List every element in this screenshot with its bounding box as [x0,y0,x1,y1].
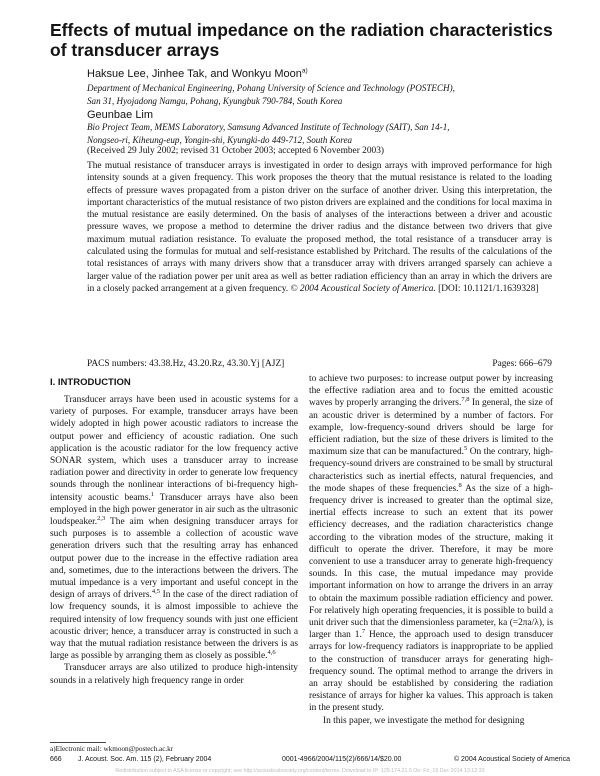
affiliation-2-line-2: Nongseo-ri, Kiheung-eup, Yongin-shi, Kyungki-do 449-712, South Korea [87,134,353,145]
affiliation-1 [87,82,552,107]
col1-p1-a: Transducer arrays have been used in acoustic systems for a variety of purposes. For example, transducer arrays have been widely adopted in high power acoustic radiators to increase the output power and efficiency of acoustic radiation. One such application is the acoustic radiator for the low frequency active SONAR system, which uses a transducer array to increase radiation power and directivity in order to generate low frequency sounds through the nonlinear interactions of bi-frequency high-intensity acoustic beams. [50,395,298,503]
column-right [309,373,553,727]
col1-p1-d: In the case of the direct radiation of low frequency sounds, it is almost impossible to achieve the required intensity of low frequency sounds with just one efficient acoustic driver; hence, a transducer array is constructed in such a way that the mutual radiation resistance between the drivers is as large as possible by arranging them as closely as possible. [50,590,298,662]
col2-p1-b: In general, the size of an acoustic driver is determined by a number of factors. For example, low-frequency-sound drivers should be large for efficient radiation, but the size of these drivers is limited to the maximum size that can be manufactured. [309,398,553,458]
paper-title: Effects of mutual impedance on the radiation characteristics of transducer arrays [50,20,553,60]
ref-mark: 8 [458,481,462,489]
ref-mark: 5 [464,445,468,453]
pacs-line [87,358,552,370]
page-range: Pages: 666–679 [492,359,552,369]
affiliation-1-line-2: San 31, Hyojadong Namgu, Pohang, Kyungbuk 790-784, South Korea [87,95,343,106]
section-heading-introduction: I. INTRODUCTION [50,377,131,388]
affiliation-2-line-1: Bio Project Team, MEMS Laboratory, Samsung Advanced Institute of Technology (SAIT), San 14-1, [87,122,450,132]
received-dates: (Received 29 July 2002; revised 31 October 2003; accepted 6 November 2003) [87,146,385,156]
column-left [50,394,298,687]
col2-p1-d: As the size of a high-frequency driver is increased to greater than the optimal size, inertial effects increase to such an extent that its power efficiency decreases, and the radiation characteristics change according to the vibration modes of the structure, making it difficult to operate the driver. Therefore, it may be more convenient to use a transducer array to generate high-frequency sounds. In this case, the mutual impedance may provide important information on how to arrange the drivers in an array to obtain the maximum possible radiation efficiency and power. For relatively high operating frequencies, it is possible to build a unit driver such that the dimensionless parameter, ka (=2πa/λ), is larger than 1. [309,483,553,641]
col1-paragraph-1 [50,394,298,662]
col1-p1-c: The aim when designing transducer arrays for such purposes is to assemble a collection of acoustic wave generation drivers such that the resulting array has enhanced output power due to the increase in the effective radiation area and, sometimes, due to the interactions between the drivers. The mutual impedance is a very important and useful concept in the design of arrays of drivers. [50,517,298,601]
authors-group-1 [87,68,308,81]
col2-p1-a: to achieve two purposes: to increase output power by increasing the effective radiation area and to focus the emitted acoustic waves by properly arranging the drivers. [309,374,553,409]
affiliation-2 [87,121,552,146]
authors-2: Geunbae Lim [87,109,154,121]
abstract [87,160,552,295]
footer-copyright: © 2004 Acoustical Society of America [453,756,570,763]
ref-mark: 7,8 [461,396,470,404]
affiliation-1-line-1: Department of Mechanical Engineering, Pohang University of Science and Technology (POSTECH), [87,83,455,93]
download-watermark: Redistribution subject to ASA license or copyright; see http://acousticalsociety.org/content/terms. Download to IP: 129.174.21.5 On: Fri, 19 Dec 2014 13:12:33 [115,768,485,774]
ref-mark: 7 [361,628,366,636]
footnote-divider [50,742,106,743]
col1-p1-b: Transducer arrays have also been employed in the high power generator in air such as the ultrasonic loudspeaker. [50,492,298,528]
footnote-email: a)Electronic mail: wkmoon@postech.ac.kr [50,745,174,753]
abstract-doi: [DOI: 10.1121/1.1639328] [438,283,539,294]
ref-mark: 4,6 [267,649,276,657]
abstract-text: The mutual resistance of transducer arrays is investigated in order to design arrays with improved performance for high intensity sounds at a given frequency. This work proposes the theory that the mutual resistance is related to the loading effects of pressure waves propagated from a piston driver on the surface of another driver. Using this interpretation, the important characteristics of the mutual resistance of two piston drivers are explained and the conditions for local maxima in the mutual resistance are easily determined. On the basis of analyses of the interactions between a driver and acoustic pressure waves, we propose a method to determine the driver radius and the distance between two drivers that give maximum mutual radiation resistance. To evaluate the proposed method, the total resistance of a transducer array is calculated using the formulas for mutual and self-resistance established by Pritchard. The results of the calculations of the total resistances of arrays with many drivers show that a transducer array with drivers arranged sparsely can achieve a larger value of the radiation power per unit area as well as better radiation efficiency than an array in which the drivers are in a closely packed arrangement at a given frequency. [87,161,552,294]
col2-paragraph-2: In this paper, we investigate the method for designing [323,715,525,726]
pacs-numbers: PACS numbers: 43.38.Hz, 43.20.Rz, 43.30.Yj [AJZ] [87,359,285,369]
authors-1-footnote-mark: a) [301,67,308,75]
col2-paragraph-1 [309,373,553,715]
footer-issn: 0001-4966/2004/115(2)/666/14/$20.00 [282,756,402,763]
footer-page-number: 666 [50,756,62,763]
col2-p1-c: On the contrary, high-frequency-sound drivers are constrained to be small by structural characteristics such as inertial effects, natural frequencies, and the mode shapes of these frequencies. [309,447,554,494]
footer-journal: J. Acoust. Soc. Am. 115 (2), February 2004 [78,756,212,763]
col1-paragraph-2: Transducer arrays are also utilized to produce high-intensity sounds in a relatively high frequency range in order [50,663,298,686]
authors-1: Haksue Lee, Jinhee Tak, and Wonkyu Moon [87,68,302,80]
ref-mark: 4,5 [151,588,160,596]
abstract-copyright: © 2004 Acoustical Society of America. [290,283,436,294]
ref-mark: 2,3 [97,514,106,522]
col2-p1-e: Hence, the approach used to design transducer arrays for low-frequency radiators is inappropriate to be applied to the construction of transducer arrays for generating high-frequency sound. The optimal method to arrange the drivers in an array should be established by considering the radiation resistance of arrays for higher ka values. This approach is taken in the present study. [309,630,553,714]
ref-mark: 1 [150,490,155,498]
